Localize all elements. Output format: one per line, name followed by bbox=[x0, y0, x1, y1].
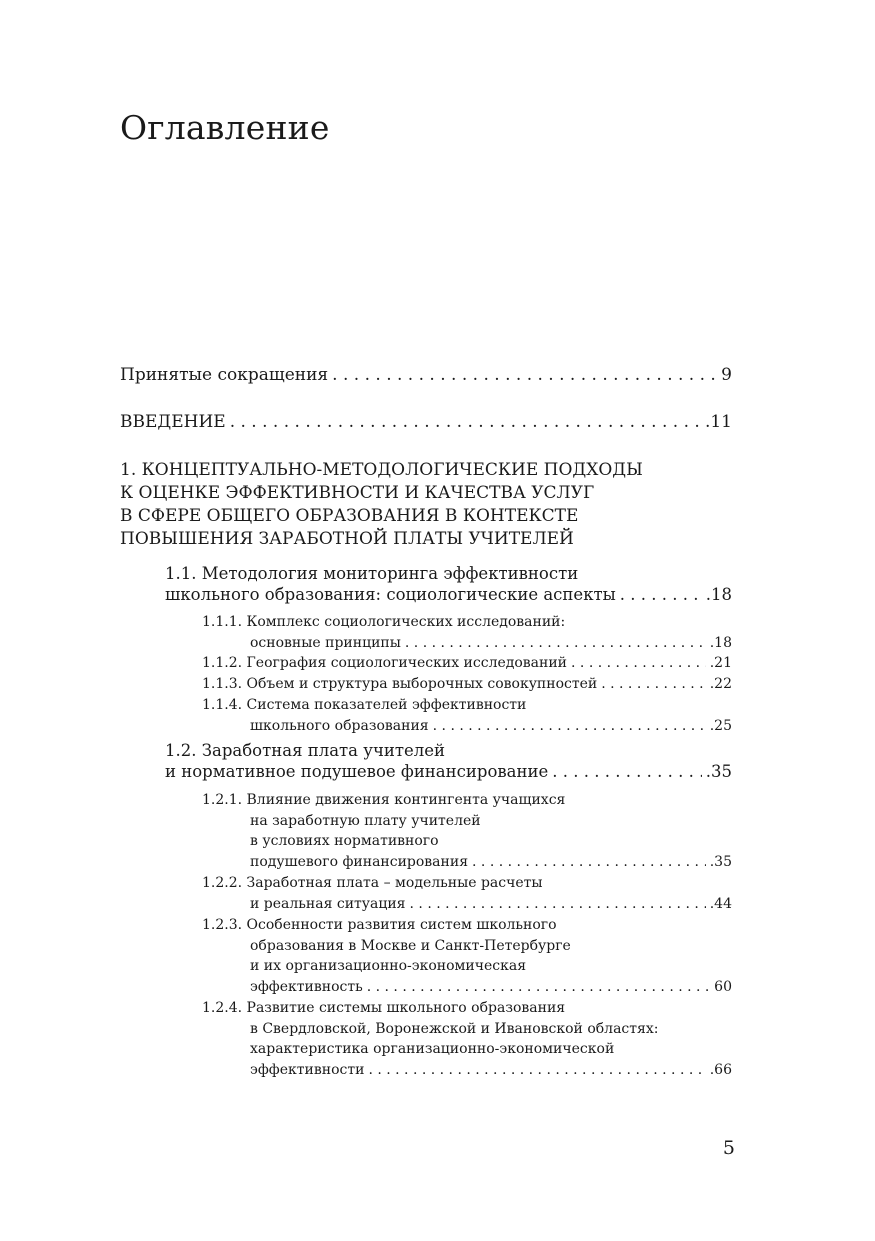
toc-entry-text: 1.1. Методология мониторинга эффективности bbox=[165, 564, 579, 583]
toc-entry-text: эффективности bbox=[250, 1061, 365, 1078]
toc-page-number: .35 bbox=[705, 762, 732, 781]
dot-leader bbox=[552, 761, 701, 782]
toc-page-number: .21 bbox=[709, 655, 732, 671]
dot-leader bbox=[368, 1060, 705, 1081]
toc-entry-text: и их организационно-экономическая bbox=[250, 958, 527, 974]
toc-subsection-1-1-1[interactable] bbox=[202, 612, 732, 653]
chapter-line: 1. КОНЦЕПТУАЛЬНО-МЕТОДОЛОГИЧЕСКИЕ ПОДХОДЫ bbox=[120, 460, 643, 480]
toc-entry-text: школьного образования bbox=[250, 717, 429, 734]
toc-page-number: .11 bbox=[704, 412, 732, 432]
toc-page-number: .18 bbox=[709, 634, 732, 651]
page-number: 5 bbox=[722, 1137, 735, 1159]
toc-subsection-1-1-4[interactable] bbox=[202, 695, 732, 736]
toc-entry-text: и нормативное подушевое финансирование bbox=[165, 762, 549, 781]
toc-entry-text: образования в Москве и Санкт-Петербурге bbox=[250, 937, 571, 954]
toc-entry-text: Принятые сокращения bbox=[120, 365, 329, 385]
toc-section-1-2[interactable] bbox=[165, 740, 732, 782]
toc-page-number: .44 bbox=[709, 895, 732, 912]
toc-entry-introduction[interactable] bbox=[120, 411, 732, 433]
dot-leader bbox=[601, 674, 706, 695]
toc-entry-text: и реальная ситуация bbox=[250, 895, 406, 912]
chapter-line: В СФЕРЕ ОБЩЕГО ОБРАЗОВАНИЯ В КОНТЕКСТЕ bbox=[120, 506, 579, 526]
toc-subsection-1-2-1[interactable] bbox=[202, 790, 732, 872]
chapter-line: К ОЦЕНКЕ ЭФФЕКТИВНОСТИ И КАЧЕСТВА УСЛУГ bbox=[120, 483, 595, 503]
dot-leader bbox=[433, 716, 706, 737]
toc-entry-abbreviations[interactable] bbox=[120, 364, 732, 386]
toc-entry-text: подушевого финансирования bbox=[250, 853, 469, 870]
toc-entry-text: 1.1.3. Объем и структура выборочных совокупностей bbox=[202, 676, 598, 692]
toc-entry-text: характеристика организационно-экономической bbox=[250, 1041, 615, 1057]
dot-leader bbox=[332, 364, 717, 386]
dot-leader bbox=[405, 633, 706, 654]
toc-section-1-1[interactable] bbox=[165, 563, 732, 605]
dot-leader bbox=[571, 653, 706, 674]
toc-page-number: .66 bbox=[709, 1061, 732, 1078]
toc-entry-text: 1.2.3. Особенности развития систем школьного bbox=[202, 917, 557, 933]
toc-page-number: .18 bbox=[705, 585, 732, 604]
toc-subsection-1-1-2[interactable] bbox=[202, 653, 732, 674]
toc-entry-text: 1.1.4. Система показателей эффективности bbox=[202, 697, 527, 713]
toc-entry-text: ВВЕДЕНИЕ bbox=[120, 412, 226, 432]
toc-subsection-1-2-2[interactable] bbox=[202, 873, 732, 914]
toc-entry-text: в Свердловской, Воронежской и Ивановской областях: bbox=[250, 1020, 659, 1037]
toc-page-number: 60 bbox=[714, 978, 732, 995]
toc-page-number: .22 bbox=[709, 676, 732, 692]
toc-entry-text: эффективность bbox=[250, 978, 363, 995]
toc-entry-text: 1.2.4. Развитие системы школьного образования bbox=[202, 1000, 566, 1016]
toc-entry-text: в условиях нормативного bbox=[250, 833, 439, 849]
toc-subsection-1-2-3[interactable] bbox=[202, 915, 732, 997]
toc-entry-text: 1.2.2. Заработная плата – модельные расчеты bbox=[202, 875, 543, 891]
toc-entry-text: на заработную плату учителей bbox=[250, 812, 481, 829]
toc-entry-text: 1.1.1. Комплекс социологических исследований: bbox=[202, 614, 566, 630]
dot-leader bbox=[472, 852, 706, 873]
toc-entry-text: основные принципы bbox=[250, 634, 401, 651]
toc-page-number: .35 bbox=[709, 853, 732, 870]
toc-subsection-1-2-4[interactable] bbox=[202, 998, 732, 1080]
chapter-line: ПОВЫШЕНИЯ ЗАРАБОТНОЙ ПЛАТЫ УЧИТЕЛЕЙ bbox=[120, 529, 574, 549]
dot-leader bbox=[367, 977, 710, 998]
toc-entry-text: школьного образования: социологические аспекты bbox=[165, 585, 616, 604]
toc-page-number: .25 bbox=[709, 717, 732, 734]
toc-chapter-1[interactable] bbox=[120, 459, 732, 551]
toc-entry-text: 1.2. Заработная плата учителей bbox=[165, 741, 446, 760]
toc-page-number: 9 bbox=[721, 365, 732, 385]
toc-subsection-1-1-3[interactable] bbox=[202, 674, 732, 695]
dot-leader bbox=[230, 411, 701, 433]
toc-entry-text: 1.1.2. География социологических исследований bbox=[202, 655, 568, 671]
dot-leader bbox=[620, 584, 702, 605]
dot-leader bbox=[410, 894, 706, 915]
page-title: Оглавление bbox=[120, 108, 330, 147]
toc-entry-text: 1.2.1. Влияние движения контингента учащихся bbox=[202, 792, 566, 808]
